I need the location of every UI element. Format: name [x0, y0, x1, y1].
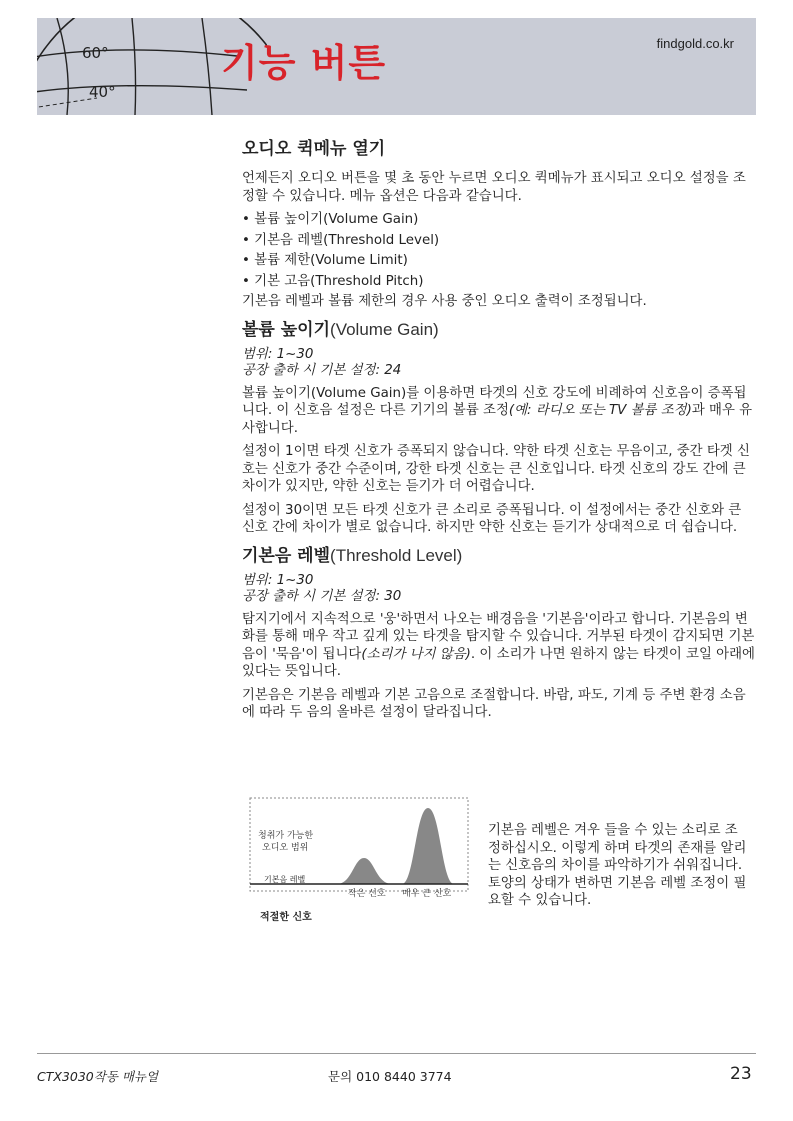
threshold-title-en: (Threshold Level): [330, 545, 463, 565]
list-item: • 기본 고음(Threshold Pitch): [242, 273, 757, 291]
volume-gain-p1-text-b: 과 매우 유사합니다.: [242, 403, 753, 436]
threshold-paragraph-1: [242, 611, 757, 681]
figure-title: 적절한 신호: [260, 912, 312, 923]
volume-gain-paragraph-2: 설정이 1이면 타겟 신호가 증폭되지 않습니다. 약한 타겟 신호는 무음이고, 중간 타겟 신호는 신호가 중간 수준이며, 강한 타겟 신호는 큰 신호입니다. 타겟 신호의 강도 간에 큰 차이가 있지만, 약한 신호는 듣기가 더 어렵습니다.: [242, 444, 750, 494]
footer-contact: 문의 010 8440 3774: [328, 1069, 452, 1084]
menu-option-list: [242, 211, 757, 290]
threshold-meta: [242, 573, 757, 605]
threshold-title-ko: 기본음 레벨: [242, 545, 331, 566]
small-signal-label: 작은 신호: [348, 889, 386, 899]
list-item: • 볼륨 높이기(Volume Gain): [242, 211, 757, 229]
section-heading-threshold-level: [242, 545, 757, 567]
page-header: [37, 18, 756, 115]
page-title: 기능 버튼: [221, 41, 387, 85]
globe-label-40: 40°: [89, 83, 116, 101]
footer-manual-name: CTX3030작동 매뉴얼: [37, 1069, 159, 1084]
threshold-default: 공장 출하 시 기본 설정: 30: [242, 588, 402, 604]
intro-note: 기본음 레벨과 볼륨 제한의 경우 사용 중인 오디오 출력이 조정됩니다.: [242, 294, 647, 309]
volume-gain-title-en: (Volume Gain): [330, 319, 439, 339]
section-heading-audio-quick-menu: 오디오 퀵메뉴 열기: [242, 139, 386, 159]
section-heading-volume-gain: [242, 319, 757, 341]
volume-gain-title-ko: 볼륨 높이기: [242, 319, 331, 340]
threshold-paragraph-2: 기본음은 기본음 레벨과 기본 고음으로 조절합니다. 바람, 파도, 기계 등 주변 환경 소음에 따라 두 음의 올바른 설정이 달라집니다.: [242, 687, 746, 720]
volume-gain-range: 범위: 1~30: [242, 346, 314, 362]
globe-label-60: 60°: [82, 44, 109, 62]
volume-gain-meta: [242, 347, 757, 379]
site-url: findgold.co.kr: [656, 36, 734, 51]
page-number: 23: [730, 1064, 752, 1084]
threshold-p1-text-b: . 이 소리가 나면 원하지 않는 타겟이 코일 아래에 있다는 뜻입니다.: [242, 646, 755, 679]
intro-paragraph: 언제든지 오디오 버튼을 몇 초 동안 누르면 오디오 퀵메뉴가 표시되고 오디오 설정을 조정할 수 있습니다. 메뉴 옵션은 다음과 같습니다.: [242, 171, 746, 204]
list-item: • 기본음 레벨(Threshold Level): [242, 232, 757, 250]
threshold-range: 범위: 1~30: [242, 572, 314, 588]
footer-divider: [37, 1053, 756, 1054]
big-signal-label: 매우 큰 신호: [402, 889, 452, 899]
volume-gain-default: 공장 출하 시 기본 설정: 24: [242, 362, 402, 378]
volume-gain-paragraph-3: 설정이 30이면 모든 타겟 신호가 큰 소리로 증폭됩니다. 이 설정에서는 중간 신호와 큰 신호 간에 차이가 별로 없습니다. 하지만 약한 신호는 듣기가 상대적으로 더 쉽습니다.: [242, 502, 742, 535]
threshold-p1-emphasis: (소리가 나지 않음): [361, 646, 471, 662]
volume-gain-p1-text-a: 볼륨 높이기(Volume Gain)를 이용하면 타겟의 신호 강도에 비례하여 신호음이 증폭됩니다. 이 신호음 설정은 다른 기기의 볼륨 조정: [242, 385, 747, 418]
list-item: • 볼륨 제한(Volume Limit): [242, 252, 757, 270]
volume-gain-p1-emphasis: (예: 라디오 또는 TV 볼륨 조정): [508, 403, 692, 418]
threshold-diagram: [242, 796, 472, 931]
audible-range-label-2: 오디오 범위: [262, 843, 309, 853]
figure-caption: 기본음 레벨은 겨우 들을 수 있는 소리로 조정하십시오. 이렇게 하며 타겟의 존재를 알리는 신호음의 차이를 파악하기가 쉬워집니다. 토양의 상태가 변하면 기본음 레벨 조정이 필요할 수 있습니다.: [488, 823, 747, 908]
audible-range-label-1: 청취가 가능한: [258, 831, 314, 841]
main-content: [242, 138, 757, 728]
volume-gain-paragraph-1: [242, 385, 757, 438]
threshold-level-label: 기본음 레벨: [264, 875, 306, 884]
threshold-p1-text-a: 탐지기에서 지속적으로 '웅'하면서 나오는 배경음을 '기본음'이라고 합니다. 기본음의 변화를 통해 매우 작고 깊게 있는 타겟을 탐지할 수 있습니다. 거부된 타겟이 감지되면 기본음이 '묵음'이 됩니다: [242, 611, 755, 662]
